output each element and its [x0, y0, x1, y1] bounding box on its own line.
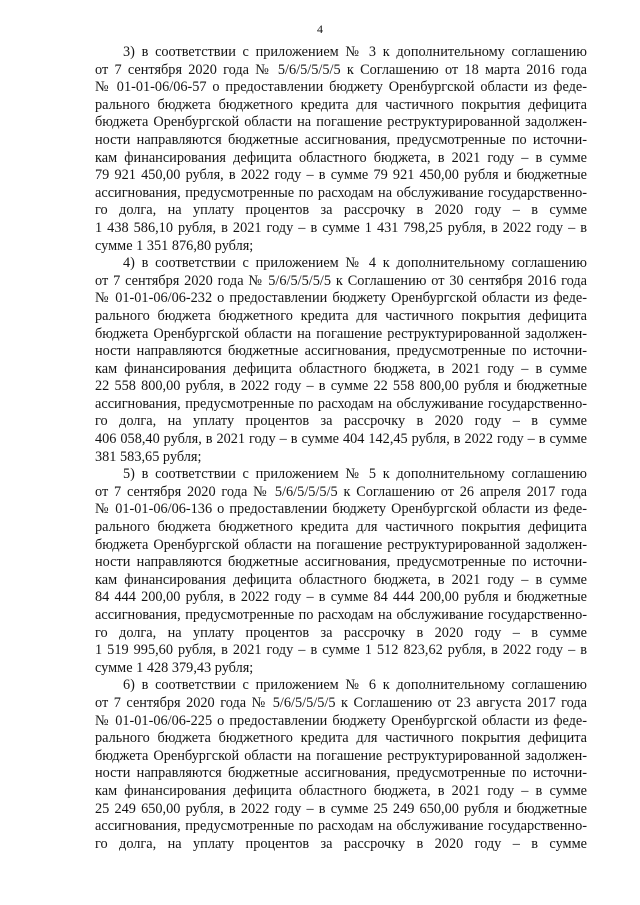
text-line: от 7 сентября 2020 года № 5/6/5/5/5/5 к Соглашению от 18 марта 2016 года [95, 61, 587, 78]
paragraph-item-5 [95, 466, 587, 677]
text-line: бюджета Оренбургской области на погашение реструктурированной задолжен- [95, 325, 587, 342]
text-line: кам финансирования дефицита областного бюджета, в 2021 году – в сумме [95, 782, 587, 799]
text-line: ности направляются бюджетные ассигнования, предусмотренные по источни- [95, 765, 587, 782]
text-line: 4) в соответствии с приложением № 4 к дополнительному соглашению [123, 255, 587, 272]
text-line: от 7 сентября 2020 года № 5/6/5/5/5/5 к Соглашению от 30 сентября 2016 года [95, 272, 587, 289]
text-line: рального бюджета бюджетного кредита для частичного покрытия дефицита [95, 730, 587, 747]
text-line: бюджета Оренбургской области на погашение реструктурированной задолжен- [95, 536, 587, 553]
text-line: ности направляются бюджетные ассигнования, предусмотренные по источни- [95, 343, 587, 360]
text-line: рального бюджета бюджетного кредита для частичного покрытия дефицита [95, 307, 587, 324]
text-line: от 7 сентября 2020 года № 5/6/5/5/5/5 к Соглашению от 23 августа 2017 года [95, 694, 587, 711]
text-line: 22 558 800,00 рубля, в 2022 году – в сумме 22 558 800,00 рубля и бюджетные [95, 378, 587, 395]
text-line: кам финансирования дефицита областного бюджета, в 2021 году – в сумме [95, 360, 587, 377]
text-line: 6) в соответствии с приложением № 6 к дополнительному соглашению [123, 677, 587, 694]
text-line: ассигнования, предусмотренные по расходам на обслуживание государственно- [95, 395, 587, 412]
text-line: № 01-01-06/06-225 о предоставлении бюджету Оренбургской области из феде- [95, 712, 587, 729]
text-line: от 7 сентября 2020 года № 5/6/5/5/5/5 к Соглашению от 26 апреля 2017 года [95, 483, 587, 500]
paragraph-item-3 [95, 44, 587, 255]
paragraph-item-4 [95, 255, 587, 466]
text-line: сумме 1 428 379,43 рубля; [95, 659, 254, 676]
text-line: ности направляются бюджетные ассигнования, предусмотренные по источни- [95, 131, 587, 148]
text-line: го долга, на уплату процентов за рассрочку в 2020 году – в сумме [95, 202, 587, 219]
page-number: 4 [317, 22, 323, 36]
text-line: 1 519 995,60 рубля, в 2021 году – в сумме 1 512 823,62 рубля, в 2022 году – в [95, 642, 587, 659]
text-line: ассигнования, предусмотренные по расходам на обслуживание государственно- [95, 607, 587, 623]
text-line: № 01-01-06/06-57 о предоставлении бюджету Оренбургской области из феде- [95, 79, 587, 96]
text-line: бюджета Оренбургской области на погашение реструктурированной задолжен- [95, 114, 587, 131]
text-line: бюджета Оренбургской области на погашение реструктурированной задолжен- [95, 747, 587, 764]
text-line: го долга, на уплату процентов за рассрочку в 2020 году – в сумме [95, 624, 587, 641]
text-line: 406 058,40 рубля, в 2021 году – в сумме 404 142,45 рубля, в 2022 году – в сумме [95, 431, 587, 448]
text-line: № 01-01-06/06-232 о предоставлении бюджету Оренбургской области из феде- [95, 290, 587, 307]
text-line: кам финансирования дефицита областного бюджета, в 2021 году – в сумме [95, 149, 587, 166]
text-line: ассигнования, предусмотренные по расходам на обслуживание государственно- [95, 184, 587, 201]
text-line: 79 921 450,00 рубля, в 2022 году – в сумме 79 921 450,00 рубля и бюджетные [95, 167, 587, 184]
text-line: 5) в соответствии с приложением № 5 к дополнительному соглашению [123, 466, 587, 483]
text-line: ассигнования, предусмотренные по расходам на обслуживание государственно- [95, 818, 587, 835]
text-line: сумме 1 351 876,80 рубля; [95, 237, 254, 254]
text-line: кам финансирования дефицита областного бюджета, в 2021 году – в сумме [95, 571, 587, 588]
text-line: № 01-01-06/06-136 о предоставлении бюджету Оренбургской области из феде- [95, 501, 587, 518]
text-line: 84 444 200,00 рубля, в 2022 году – в сумме 84 444 200,00 рубля и бюджетные [95, 589, 587, 606]
text-line: 381 583,65 рубля; [95, 448, 202, 465]
text-line: рального бюджета бюджетного кредита для частичного покрытия дефицита [95, 96, 587, 113]
document-body [95, 44, 587, 853]
paragraph-item-6 [95, 677, 587, 853]
text-line: 25 249 650,00 рубля, в 2022 году – в сумме 25 249 650,00 рубля и бюджетные [95, 800, 587, 817]
text-line: го долга, на уплату процентов за рассрочку в 2020 году – в сумме [95, 413, 587, 430]
text-line: 3) в соответствии с приложением № 3 к дополнительному соглашению [123, 44, 587, 60]
text-line: го долга, на уплату процентов за рассрочку в 2020 году – в сумме [95, 835, 587, 852]
text-line: 1 438 586,10 рубля, в 2021 году – в сумме 1 431 798,25 рубля, в 2022 году – в [95, 219, 587, 236]
text-line: ности направляются бюджетные ассигнования, предусмотренные по источни- [95, 554, 587, 571]
text-line: рального бюджета бюджетного кредита для частичного покрытия дефицита [95, 519, 587, 536]
